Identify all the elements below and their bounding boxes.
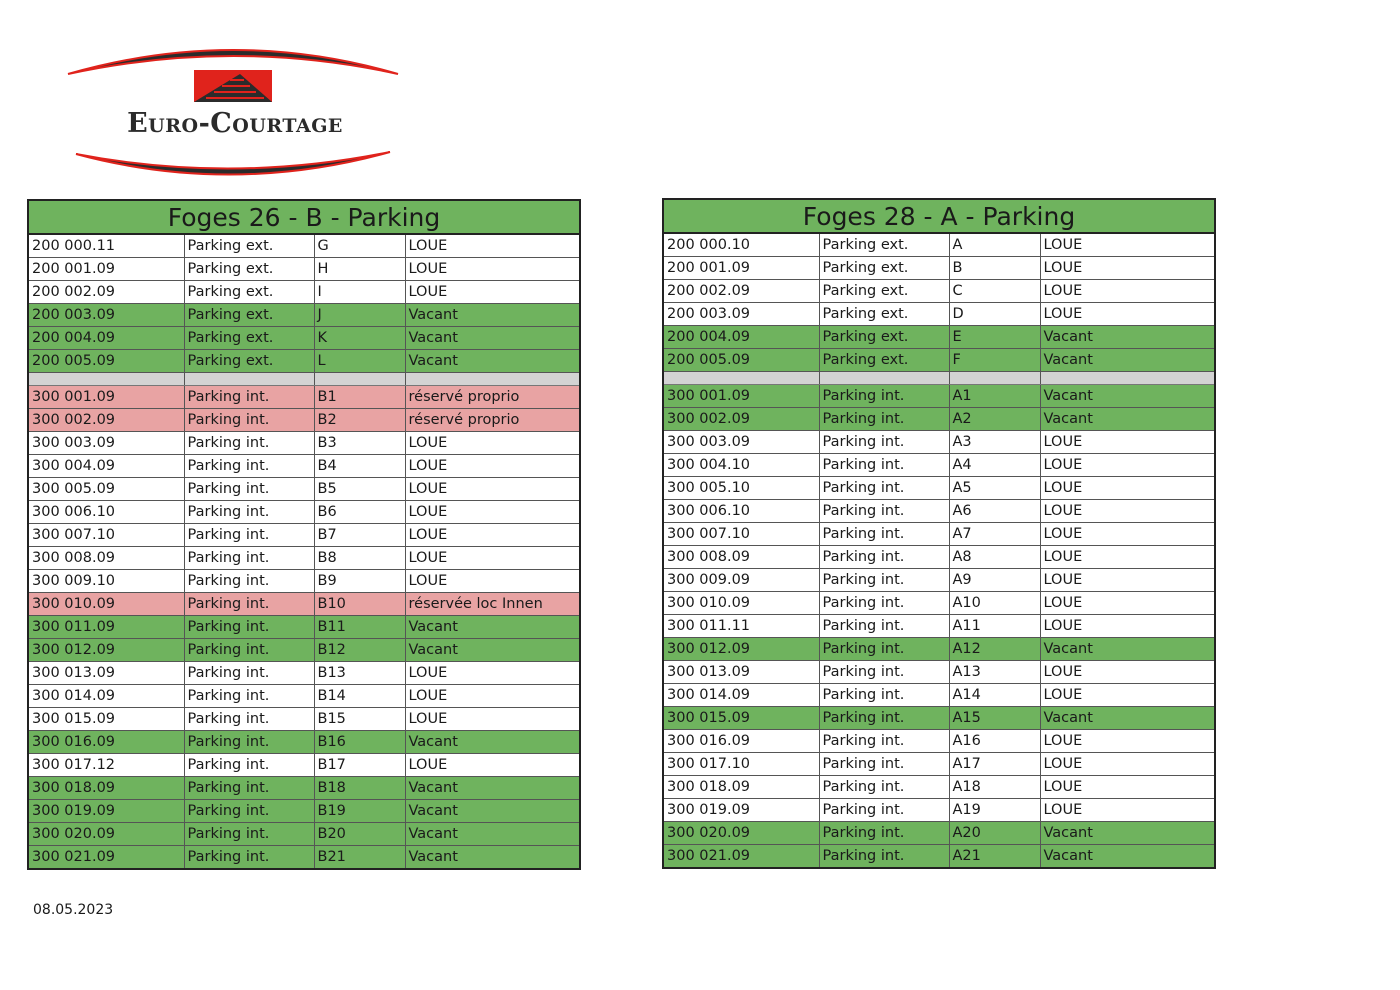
table-row	[28, 731, 580, 754]
status-cell: LOUE	[405, 547, 580, 570]
parking-type-cell: Parking int.	[184, 685, 314, 708]
status-cell: LOUE	[1040, 569, 1215, 592]
table-row	[663, 730, 1215, 753]
parking-type-cell: Parking int.	[184, 409, 314, 432]
status-cell: Vacant	[1040, 707, 1215, 730]
place-cell	[314, 373, 405, 386]
lot-id-cell: 300 018.09	[28, 777, 184, 800]
place-cell: A18	[949, 776, 1040, 799]
parking-type-cell: Parking ext.	[184, 304, 314, 327]
parking-type-cell: Parking int.	[184, 846, 314, 870]
place-cell: B18	[314, 777, 405, 800]
parking-type-cell: Parking int.	[819, 799, 949, 822]
parking-type-cell: Parking ext.	[819, 233, 949, 257]
place-cell: A13	[949, 661, 1040, 684]
lot-id-cell: 300 019.09	[663, 799, 819, 822]
status-cell: LOUE	[1040, 615, 1215, 638]
status-cell: LOUE	[1040, 753, 1215, 776]
parking-type-cell: Parking int.	[184, 639, 314, 662]
lot-id-cell: 300 020.09	[28, 823, 184, 846]
table-row	[28, 708, 580, 731]
status-cell: Vacant	[405, 350, 580, 373]
status-cell: Vacant	[1040, 845, 1215, 869]
parking-type-cell: Parking ext.	[819, 280, 949, 303]
status-cell: Vacant	[1040, 822, 1215, 845]
document-date: 08.05.2023	[33, 902, 114, 918]
table-row	[28, 386, 580, 409]
table-row	[663, 707, 1215, 730]
parking-type-cell: Parking ext.	[819, 303, 949, 326]
lot-id-cell: 300 006.10	[663, 500, 819, 523]
table-row	[663, 776, 1215, 799]
table-row	[28, 524, 580, 547]
place-cell: A8	[949, 546, 1040, 569]
place-cell: A	[949, 233, 1040, 257]
status-cell: Vacant	[1040, 349, 1215, 372]
place-cell: B10	[314, 593, 405, 616]
separator-row	[28, 373, 580, 386]
status-cell: LOUE	[1040, 280, 1215, 303]
lot-id-cell: 200 002.09	[28, 281, 184, 304]
table-row	[28, 639, 580, 662]
lot-id-cell: 300 008.09	[663, 546, 819, 569]
parking-type-cell: Parking int.	[819, 477, 949, 500]
lot-id-cell: 300 013.09	[28, 662, 184, 685]
parking-type-cell: Parking int.	[184, 754, 314, 777]
status-cell: Vacant	[1040, 326, 1215, 349]
lot-id-cell: 200 001.09	[28, 258, 184, 281]
place-cell: D	[949, 303, 1040, 326]
table-row	[28, 570, 580, 593]
table-row	[28, 846, 580, 870]
lot-id-cell: 300 003.09	[663, 431, 819, 454]
place-cell: B6	[314, 501, 405, 524]
place-cell: J	[314, 304, 405, 327]
parking-type-cell: Parking int.	[184, 432, 314, 455]
separator-row	[663, 372, 1215, 385]
place-cell: A12	[949, 638, 1040, 661]
parking-type-cell: Parking int.	[819, 845, 949, 869]
status-cell: réservé proprio	[405, 386, 580, 409]
place-cell: B14	[314, 685, 405, 708]
parking-type-cell: Parking ext.	[819, 257, 949, 280]
place-cell: A1	[949, 385, 1040, 408]
place-cell: B3	[314, 432, 405, 455]
lot-id-cell: 200 005.09	[28, 350, 184, 373]
place-cell: B8	[314, 547, 405, 570]
parking-type-cell: Parking int.	[184, 455, 314, 478]
table-title: Foges 26 - B - Parking	[28, 200, 580, 234]
status-cell: LOUE	[1040, 730, 1215, 753]
table-row	[28, 547, 580, 570]
lot-id-cell: 300 009.10	[28, 570, 184, 593]
place-cell: A4	[949, 454, 1040, 477]
place-cell: B9	[314, 570, 405, 593]
table-row	[663, 257, 1215, 280]
table-row	[663, 349, 1215, 372]
table-row	[663, 280, 1215, 303]
lot-id-cell: 200 005.09	[663, 349, 819, 372]
table-row	[663, 500, 1215, 523]
parking-type-cell: Parking int.	[184, 800, 314, 823]
place-cell	[949, 372, 1040, 385]
table-row	[663, 799, 1215, 822]
status-cell: Vacant	[405, 327, 580, 350]
lot-id-cell	[663, 372, 819, 385]
lot-id-cell: 300 017.10	[663, 753, 819, 776]
table-row	[28, 327, 580, 350]
parking-type-cell: Parking int.	[819, 592, 949, 615]
status-cell: LOUE	[405, 455, 580, 478]
lot-id-cell: 300 005.09	[28, 478, 184, 501]
place-cell: A19	[949, 799, 1040, 822]
table-row	[28, 616, 580, 639]
parking-type-cell: Parking int.	[184, 777, 314, 800]
parking-type-cell: Parking int.	[819, 822, 949, 845]
parking-type-cell: Parking int.	[184, 501, 314, 524]
status-cell: Vacant	[1040, 638, 1215, 661]
lot-id-cell: 200 004.09	[28, 327, 184, 350]
place-cell: B12	[314, 639, 405, 662]
lot-id-cell: 200 000.10	[663, 233, 819, 257]
lot-id-cell: 300 008.09	[28, 547, 184, 570]
parking-type-cell: Parking ext.	[184, 327, 314, 350]
place-cell: E	[949, 326, 1040, 349]
place-cell: A3	[949, 431, 1040, 454]
lot-id-cell: 300 014.09	[28, 685, 184, 708]
place-cell: A6	[949, 500, 1040, 523]
status-cell: réservée loc Innen	[405, 593, 580, 616]
place-cell: L	[314, 350, 405, 373]
parking-type-cell: Parking int.	[819, 684, 949, 707]
status-cell: LOUE	[405, 281, 580, 304]
parking-type-cell: Parking ext.	[184, 258, 314, 281]
status-cell: Vacant	[405, 777, 580, 800]
table-row	[663, 408, 1215, 431]
status-cell: LOUE	[1040, 454, 1215, 477]
status-cell: Vacant	[405, 616, 580, 639]
lot-id-cell: 300 018.09	[663, 776, 819, 799]
status-cell: Vacant	[1040, 385, 1215, 408]
status-cell: Vacant	[405, 639, 580, 662]
place-cell: A21	[949, 845, 1040, 869]
table-row	[663, 303, 1215, 326]
table-row	[663, 592, 1215, 615]
lot-id-cell: 300 012.09	[663, 638, 819, 661]
lot-id-cell: 300 007.10	[28, 524, 184, 547]
status-cell: Vacant	[1040, 408, 1215, 431]
status-cell: LOUE	[405, 662, 580, 685]
status-cell: LOUE	[405, 708, 580, 731]
parking-type-cell: Parking int.	[184, 386, 314, 409]
place-cell: A5	[949, 477, 1040, 500]
parking-type-cell: Parking int.	[819, 730, 949, 753]
place-cell: B15	[314, 708, 405, 731]
parking-type-cell: Parking ext.	[184, 281, 314, 304]
place-cell: A16	[949, 730, 1040, 753]
status-cell: LOUE	[405, 432, 580, 455]
parking-type-cell: Parking int.	[184, 570, 314, 593]
lot-id-cell: 300 011.09	[28, 616, 184, 639]
lot-id-cell: 300 003.09	[28, 432, 184, 455]
parking-type-cell	[819, 372, 949, 385]
place-cell: B20	[314, 823, 405, 846]
table-row	[28, 662, 580, 685]
table-row	[663, 523, 1215, 546]
table-row	[663, 233, 1215, 257]
status-cell: LOUE	[405, 754, 580, 777]
status-cell: Vacant	[405, 846, 580, 870]
brand-name: Euro-Courtage	[127, 108, 343, 139]
place-cell: A2	[949, 408, 1040, 431]
status-cell: Vacant	[405, 304, 580, 327]
lot-id-cell: 300 017.12	[28, 754, 184, 777]
table-row	[663, 569, 1215, 592]
table-row	[28, 478, 580, 501]
table-row	[663, 661, 1215, 684]
place-cell: A7	[949, 523, 1040, 546]
table-row	[663, 477, 1215, 500]
parking-type-cell: Parking int.	[819, 569, 949, 592]
status-cell: LOUE	[1040, 431, 1215, 454]
lot-id-cell: 300 014.09	[663, 684, 819, 707]
status-cell: LOUE	[1040, 257, 1215, 280]
status-cell: LOUE	[1040, 303, 1215, 326]
lot-id-cell: 300 007.10	[663, 523, 819, 546]
foges-28-parking-table	[662, 198, 1216, 869]
place-cell: A14	[949, 684, 1040, 707]
lot-id-cell: 300 016.09	[663, 730, 819, 753]
lot-id-cell: 300 001.09	[663, 385, 819, 408]
foges-26-parking-table	[27, 199, 581, 870]
status-cell: LOUE	[405, 570, 580, 593]
table-row	[663, 684, 1215, 707]
parking-type-cell: Parking ext.	[819, 326, 949, 349]
place-cell: A17	[949, 753, 1040, 776]
place-cell: A20	[949, 822, 1040, 845]
parking-type-cell: Parking int.	[184, 478, 314, 501]
parking-type-cell: Parking int.	[184, 662, 314, 685]
parking-type-cell: Parking int.	[819, 454, 949, 477]
lot-id-cell: 200 001.09	[663, 257, 819, 280]
place-cell: I	[314, 281, 405, 304]
place-cell: B	[949, 257, 1040, 280]
status-cell: LOUE	[1040, 546, 1215, 569]
table-row	[663, 326, 1215, 349]
lot-id-cell: 200 002.09	[663, 280, 819, 303]
status-cell: LOUE	[405, 234, 580, 258]
parking-type-cell: Parking int.	[819, 776, 949, 799]
status-cell: LOUE	[405, 258, 580, 281]
parking-type-cell: Parking int.	[819, 638, 949, 661]
euro-courtage-logo	[64, 36, 404, 186]
parking-type-cell: Parking int.	[819, 523, 949, 546]
table-row	[28, 593, 580, 616]
table-row	[663, 385, 1215, 408]
table-row	[28, 350, 580, 373]
lot-id-cell: 300 009.09	[663, 569, 819, 592]
lot-id-cell: 300 006.10	[28, 501, 184, 524]
status-cell: réservé proprio	[405, 409, 580, 432]
place-cell: B21	[314, 846, 405, 870]
lot-id-cell: 300 004.10	[663, 454, 819, 477]
status-cell: LOUE	[405, 685, 580, 708]
place-cell: B11	[314, 616, 405, 639]
place-cell: K	[314, 327, 405, 350]
lot-id-cell: 200 004.09	[663, 326, 819, 349]
table-row	[663, 546, 1215, 569]
place-cell: B2	[314, 409, 405, 432]
parking-type-cell: Parking ext.	[184, 234, 314, 258]
table-row	[28, 234, 580, 258]
table-row	[28, 800, 580, 823]
lot-id-cell: 300 005.10	[663, 477, 819, 500]
place-cell: G	[314, 234, 405, 258]
place-cell: A10	[949, 592, 1040, 615]
status-cell: LOUE	[405, 478, 580, 501]
table-row	[28, 777, 580, 800]
parking-type-cell: Parking int.	[819, 385, 949, 408]
parking-type-cell: Parking int.	[184, 708, 314, 731]
table-row	[663, 638, 1215, 661]
status-cell: Vacant	[405, 823, 580, 846]
parking-type-cell: Parking int.	[184, 547, 314, 570]
table-row	[663, 822, 1215, 845]
table-row	[28, 455, 580, 478]
status-cell: LOUE	[1040, 799, 1215, 822]
place-cell: B7	[314, 524, 405, 547]
lot-id-cell: 300 002.09	[663, 408, 819, 431]
lot-id-cell: 300 020.09	[663, 822, 819, 845]
table-row	[28, 281, 580, 304]
lot-id-cell: 300 015.09	[28, 708, 184, 731]
lot-id-cell: 300 021.09	[28, 846, 184, 870]
status-cell	[1040, 372, 1215, 385]
table-row	[663, 753, 1215, 776]
lot-id-cell: 300 021.09	[663, 845, 819, 869]
lot-id-cell: 300 013.09	[663, 661, 819, 684]
parking-type-cell: Parking int.	[184, 524, 314, 547]
status-cell: LOUE	[1040, 592, 1215, 615]
table-row	[28, 754, 580, 777]
place-cell: A9	[949, 569, 1040, 592]
lot-id-cell: 200 003.09	[663, 303, 819, 326]
place-cell: C	[949, 280, 1040, 303]
parking-type-cell: Parking int.	[184, 823, 314, 846]
place-cell: B4	[314, 455, 405, 478]
status-cell: LOUE	[1040, 233, 1215, 257]
lot-id-cell: 300 016.09	[28, 731, 184, 754]
place-cell: B16	[314, 731, 405, 754]
status-cell: Vacant	[405, 731, 580, 754]
table-row	[663, 431, 1215, 454]
place-cell: B17	[314, 754, 405, 777]
lot-id-cell: 300 015.09	[663, 707, 819, 730]
table-row	[28, 304, 580, 327]
table-row	[663, 615, 1215, 638]
table-row	[663, 454, 1215, 477]
parking-type-cell: Parking int.	[819, 500, 949, 523]
lot-id-cell: 300 004.09	[28, 455, 184, 478]
table-row	[28, 823, 580, 846]
parking-type-cell: Parking int.	[819, 431, 949, 454]
parking-type-cell: Parking int.	[819, 753, 949, 776]
lot-id-cell: 200 003.09	[28, 304, 184, 327]
parking-type-cell: Parking int.	[184, 593, 314, 616]
place-cell: B1	[314, 386, 405, 409]
lot-id-cell: 200 000.11	[28, 234, 184, 258]
status-cell: LOUE	[1040, 776, 1215, 799]
lot-id-cell	[28, 373, 184, 386]
lot-id-cell: 300 002.09	[28, 409, 184, 432]
status-cell: LOUE	[1040, 500, 1215, 523]
table-title: Foges 28 - A - Parking	[663, 199, 1215, 233]
table-row	[28, 501, 580, 524]
lot-id-cell: 300 001.09	[28, 386, 184, 409]
status-cell	[405, 373, 580, 386]
parking-type-cell: Parking ext.	[819, 349, 949, 372]
place-cell: F	[949, 349, 1040, 372]
place-cell: B5	[314, 478, 405, 501]
status-cell: Vacant	[405, 800, 580, 823]
table-row	[28, 409, 580, 432]
table-row	[28, 685, 580, 708]
status-cell: LOUE	[405, 524, 580, 547]
status-cell: LOUE	[1040, 477, 1215, 500]
lot-id-cell: 300 012.09	[28, 639, 184, 662]
parking-type-cell: Parking int.	[819, 546, 949, 569]
parking-type-cell: Parking int.	[184, 731, 314, 754]
table-row	[28, 432, 580, 455]
status-cell: LOUE	[405, 501, 580, 524]
parking-type-cell: Parking int.	[819, 615, 949, 638]
place-cell: B13	[314, 662, 405, 685]
lot-id-cell: 300 011.11	[663, 615, 819, 638]
parking-type-cell	[184, 373, 314, 386]
parking-type-cell: Parking int.	[184, 616, 314, 639]
parking-type-cell: Parking int.	[819, 661, 949, 684]
lot-id-cell: 300 019.09	[28, 800, 184, 823]
parking-type-cell: Parking int.	[819, 707, 949, 730]
table-row	[663, 845, 1215, 869]
parking-type-cell: Parking int.	[819, 408, 949, 431]
lot-id-cell: 300 010.09	[663, 592, 819, 615]
place-cell: H	[314, 258, 405, 281]
status-cell: LOUE	[1040, 523, 1215, 546]
status-cell: LOUE	[1040, 684, 1215, 707]
parking-type-cell: Parking ext.	[184, 350, 314, 373]
table-row	[28, 258, 580, 281]
place-cell: A11	[949, 615, 1040, 638]
lot-id-cell: 300 010.09	[28, 593, 184, 616]
status-cell: LOUE	[1040, 661, 1215, 684]
place-cell: B19	[314, 800, 405, 823]
place-cell: A15	[949, 707, 1040, 730]
